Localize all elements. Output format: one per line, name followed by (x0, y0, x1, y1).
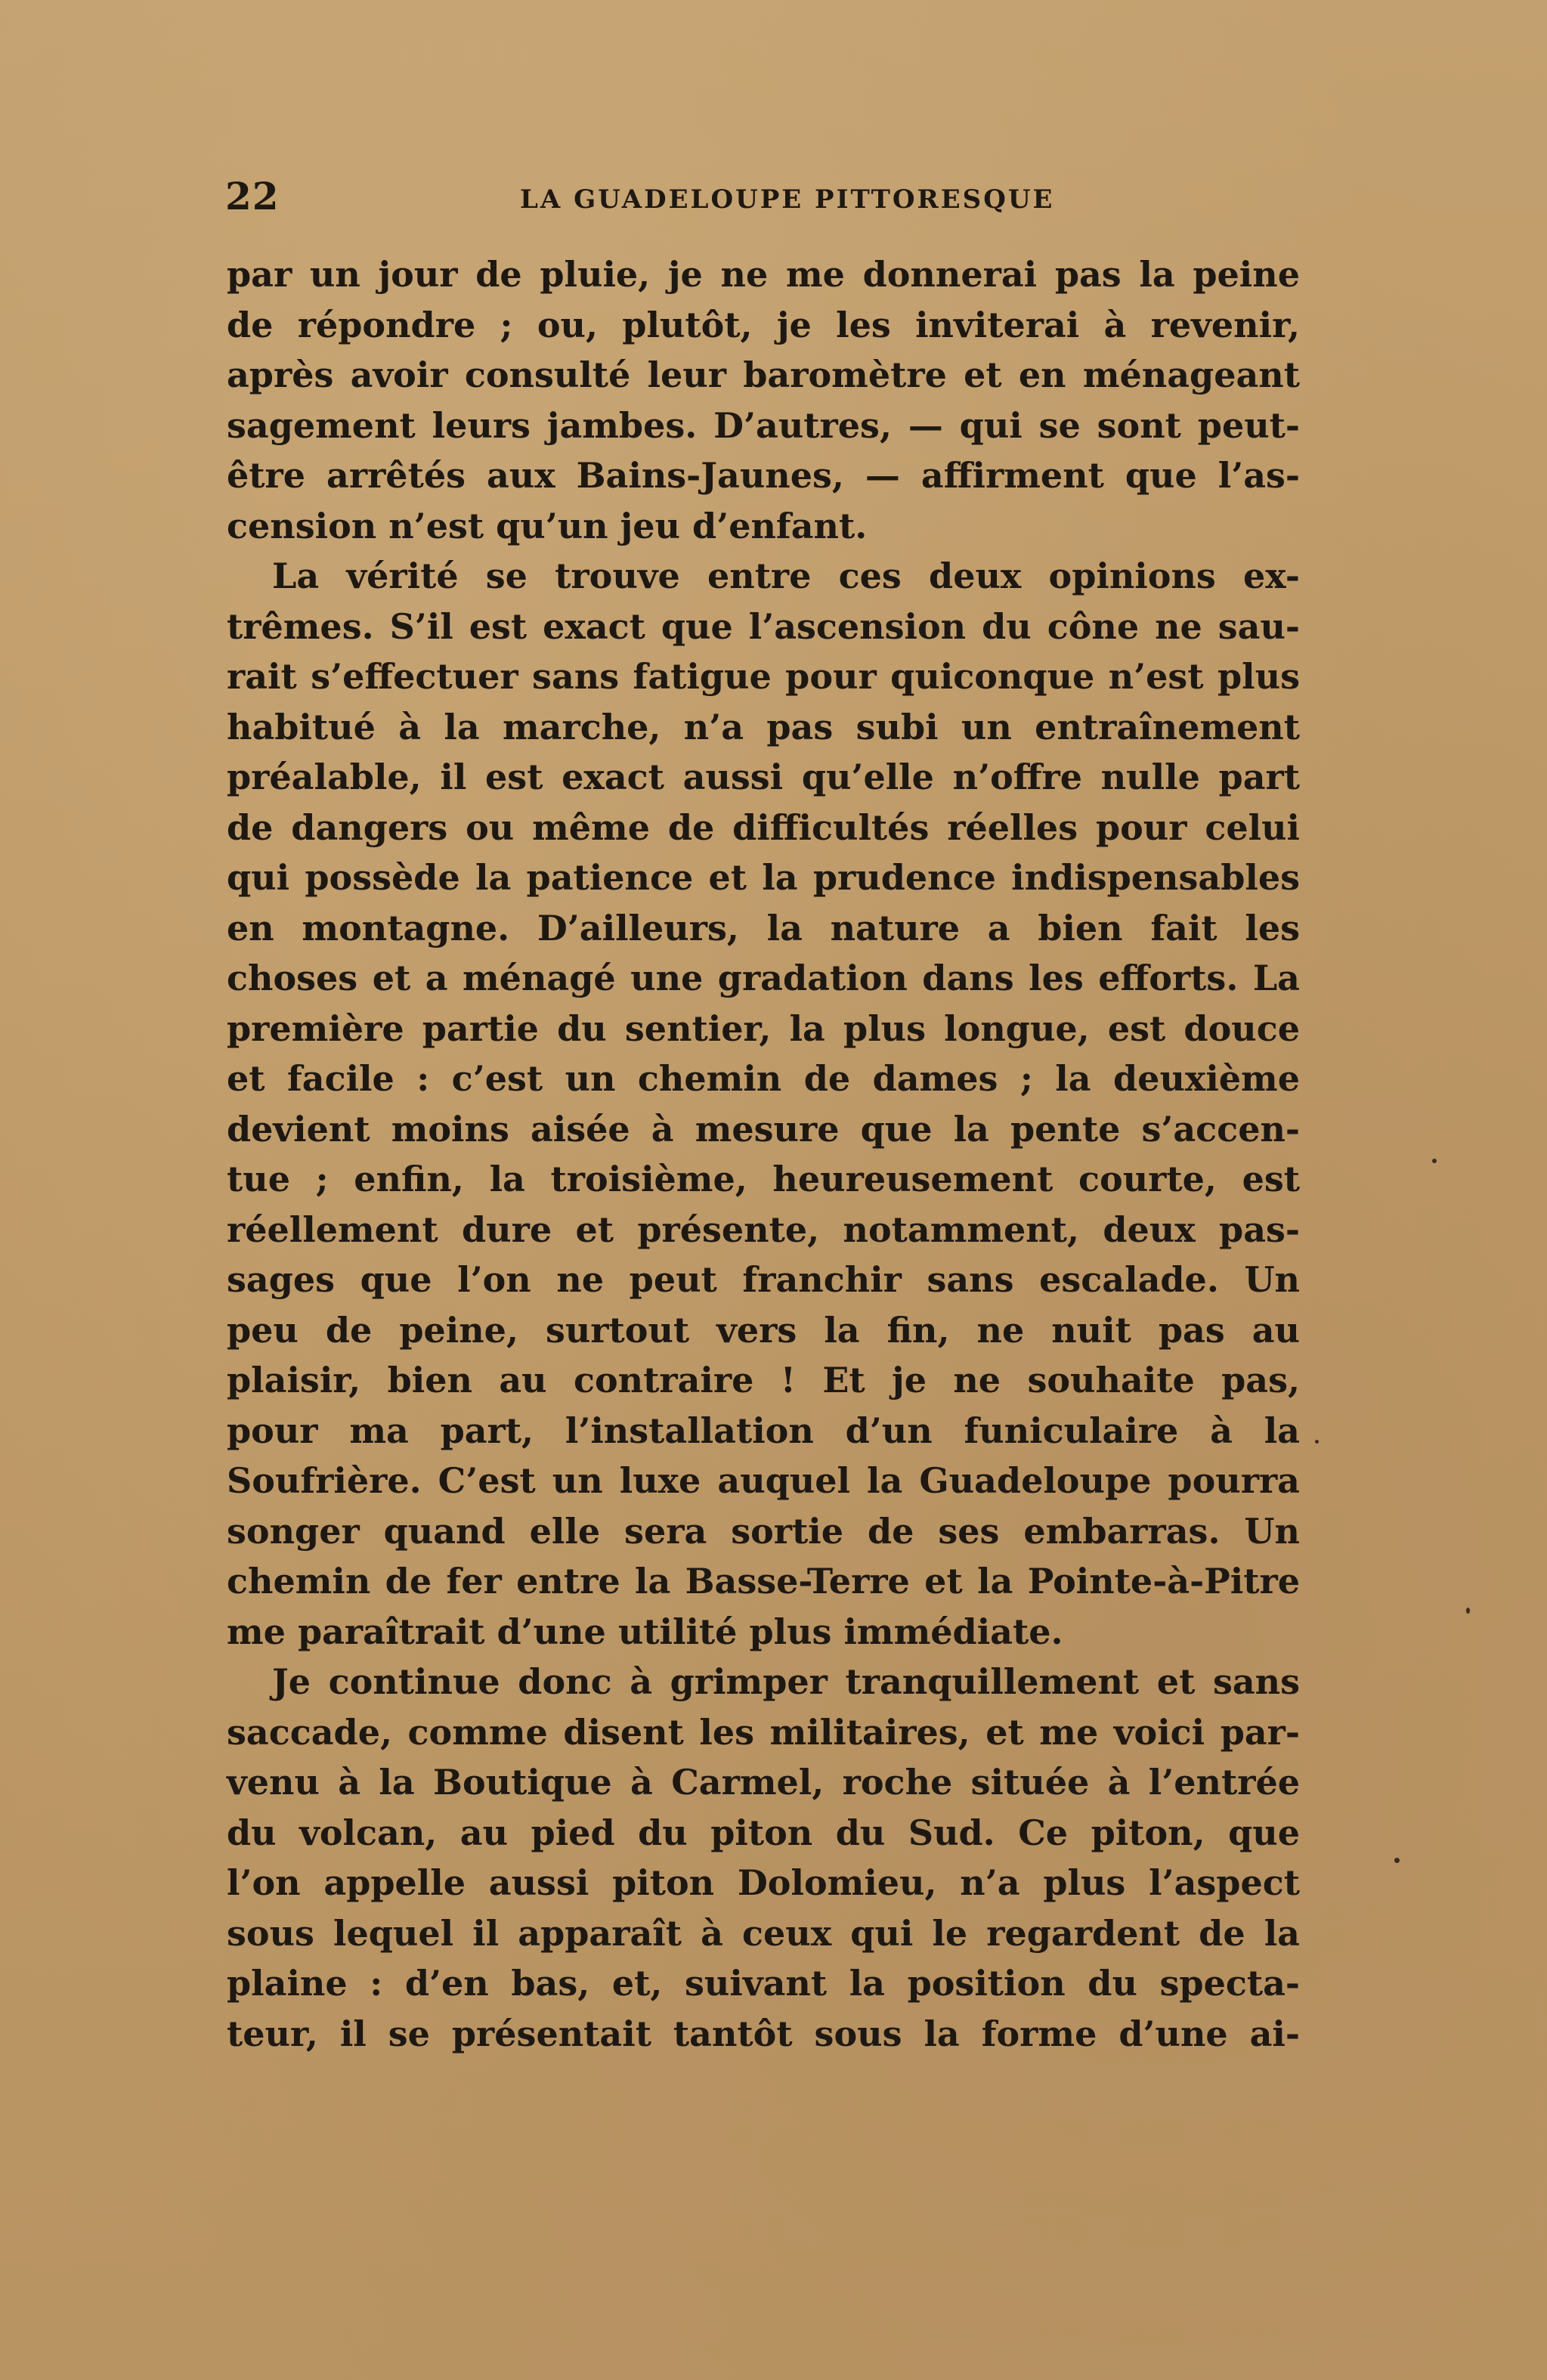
text-line: cension n’est qu’un jeu d’enfant. (227, 505, 868, 546)
text-line: après avoir consulté leur baromètre et en ménageant (227, 354, 1300, 395)
paper-speck (1315, 1440, 1319, 1444)
text-line: être arrêtés aux Bains-Jaunes, — affirment que l’as- (227, 455, 1300, 496)
text-line: tue ; enfin, la troisième, heureusement courte, est (227, 1159, 1300, 1199)
text-line: l’on appelle aussi piton Dolomieu, n’a plus l’aspect (227, 1862, 1300, 1903)
text-line: habitué à la marche, n’a pas subi un entraînement (227, 706, 1300, 747)
text-line: saccade, comme disent les militaires, et me voici par- (227, 1711, 1300, 1753)
text-line: La vérité se trouve entre ces deux opinions ex- (272, 556, 1300, 596)
text-line: songer quand elle sera sortie de ses embarras. Un (227, 1510, 1300, 1552)
running-title: LA GUADELOUPE PITTORESQUE (520, 184, 1055, 215)
page-number: 22 (225, 174, 280, 218)
text-line: par un jour de pluie, je ne me donnerai pas la peine (227, 254, 1300, 295)
text-line: peu de peine, surtout vers la fin, ne nuit pas au (227, 1309, 1300, 1351)
page-header (225, 174, 1298, 227)
text-line: et facile : c’est un chemin de dames ; la deuxième (227, 1058, 1300, 1099)
text-line: choses et a ménagé une gradation dans les efforts. La (227, 958, 1300, 998)
text-line: me paraîtrait d’une utilité plus immédiate. (227, 1611, 1063, 1652)
text-line: qui possède la patience et la prudence indispensables (227, 857, 1300, 898)
text-line: Je continue donc à grimper tranquillement et sans (272, 1661, 1300, 1702)
text-line: plaine : d’en bas, et, suivant la position du specta- (227, 1963, 1300, 2004)
text-line: sagement leurs jambes. D’autres, — qui se sont peut- (227, 404, 1300, 446)
text-line: du volcan, au pied du piton du Sud. Ce piton, que (227, 1812, 1300, 1853)
text-line: trêmes. S’il est exact que l’ascension du cône ne sau- (227, 605, 1300, 647)
paper-speck (1394, 1858, 1400, 1863)
text-line: préalable, il est exact aussi qu’elle n’offre nulle part (227, 757, 1300, 797)
text-line: chemin de fer entre la Basse-Terre et la Pointe-à-Pitre (227, 1561, 1300, 1602)
text-line: pour ma part, l’installation d’un funiculaire à la (227, 1410, 1300, 1451)
text-line: venu à la Boutique à Carmel, roche située à l’entrée (227, 1762, 1300, 1803)
paper-speck (1432, 1159, 1437, 1163)
text-line: devient moins aisée à mesure que la pente s’accen- (227, 1108, 1300, 1150)
text-line: sages que l’on ne peut franchir sans escalade. Un (227, 1259, 1300, 1300)
text-line: teur, il se présentait tantôt sous la forme d’une ai- (227, 2013, 1300, 2054)
text-line: réellement dure et présente, notamment, deux pas- (227, 1209, 1300, 1250)
text-line: en montagne. D’ailleurs, la nature a bien fait les (227, 907, 1300, 949)
paper-speck (1466, 1608, 1470, 1614)
text-line: Soufrière. C’est un luxe auquel la Guadeloupe pourra (227, 1460, 1300, 1501)
text-line: de dangers ou même de difficultés réelles pour celui (227, 806, 1300, 848)
text-line: première partie du sentier, la plus longue, est douce (227, 1007, 1300, 1049)
text-line: de répondre ; ou, plutôt, je les inviterai à revenir, (227, 304, 1300, 345)
body-text (227, 249, 1300, 2059)
text-line: plaisir, bien au contraire ! Et je ne souhaite pas, (227, 1360, 1300, 1400)
text-line: sous lequel il apparaît à ceux qui le regardent de la (227, 1912, 1300, 1954)
text-line: rait s’effectuer sans fatigue pour quiconque n’est plus (227, 656, 1300, 697)
